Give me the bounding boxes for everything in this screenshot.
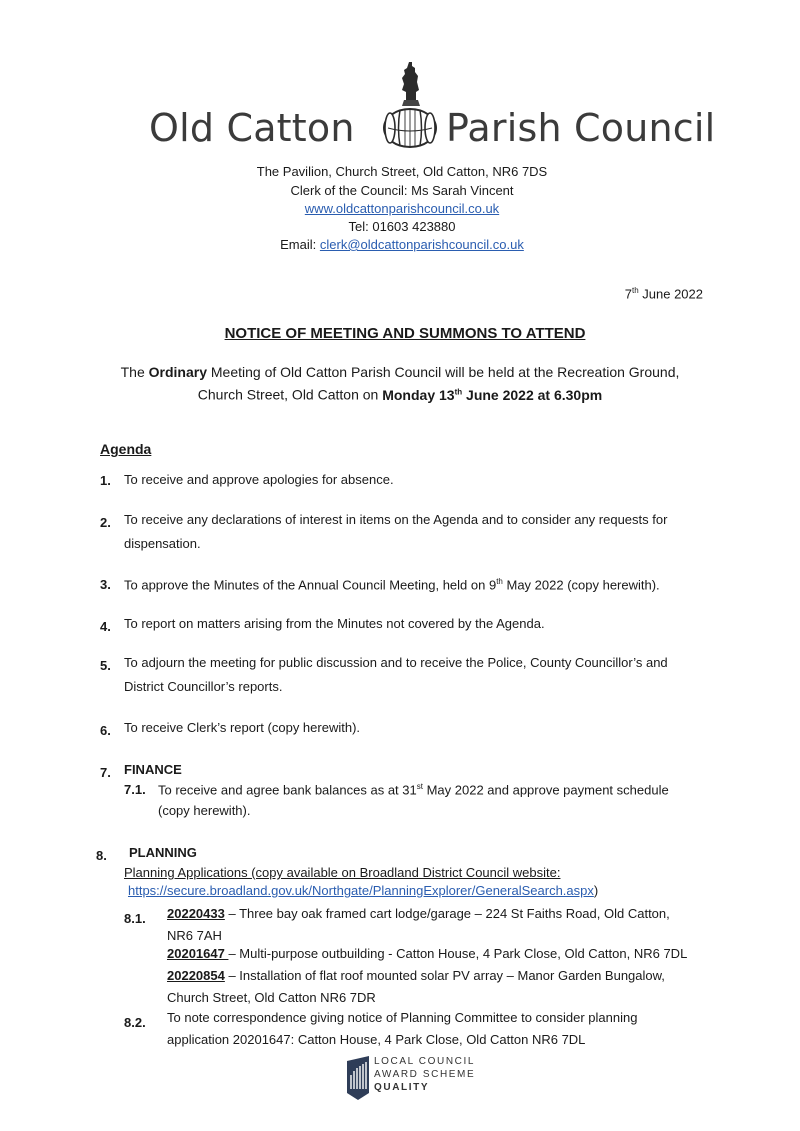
planning-app-1-line-2: NR6 7AH [167, 928, 222, 943]
agenda-item-7-1-line-2: (copy herewith). [158, 803, 251, 818]
agenda-item-6: To receive Clerk’s report (copy herewith). [124, 720, 361, 735]
notice-date: 7th June 2022 [624, 286, 703, 302]
award-scheme-line-2: AWARD SCHEME [374, 1069, 476, 1080]
agenda-item-1: To receive and approve apologies for absence. [124, 472, 394, 487]
planning-app-2: 20201647 – Multi-purpose outbuilding - Catton House, 4 Park Close, Old Catton, NR6 7DL [167, 946, 688, 961]
email-label: Email: [280, 237, 317, 252]
planning-ref: 20201647 [167, 946, 229, 961]
notice-title: NOTICE OF MEETING AND SUMMONS TO ATTEND [224, 325, 586, 342]
agenda-subitem-number: 8.2. [124, 1015, 146, 1030]
planning-app-3-line-1: 20220854 – Installation of flat roof mounted solar PV array – Manor Garden Bungalow, [167, 968, 665, 983]
agenda-item-4: To report on matters arising from the Minutes not covered by the Agenda. [124, 616, 545, 631]
meeting-details-line-1: The Ordinary Meeting of Old Catton Parish Council will be held at the Recreation Ground, [120, 364, 680, 380]
crest-barrel-icon [382, 60, 438, 150]
agenda-item-number: 7. [100, 765, 111, 780]
agenda-item-number: 3. [100, 577, 111, 592]
agenda-item-number: 4. [100, 619, 111, 634]
agenda-item-2-line-1: To receive any declarations of interest in items on the Agenda and to consider any requests for [124, 512, 668, 527]
planning-ref: 20220433 [167, 906, 225, 921]
address: The Pavilion, Church Street, Old Catton, NR6 7DS [256, 164, 548, 179]
planning-ref: 20220854 [167, 968, 225, 983]
telephone: Tel: 01603 423880 [348, 219, 456, 234]
agenda-item-7-1-line-1: To receive and agree bank balances as at 31st May 2022 and approve payment schedule [158, 782, 669, 798]
agenda-item-5-line-2: District Councillor’s reports. [124, 679, 283, 694]
agenda-item-number: 5. [100, 658, 111, 673]
planning-url-line: https://secure.broadland.gov.uk/Northgate/PlanningExplorer/GeneralSearch.aspx) [128, 883, 599, 898]
award-scheme-logo-icon [346, 1055, 370, 1101]
planning-heading: PLANNING [129, 845, 197, 860]
planning-app-3-line-2: Church Street, Old Catton NR6 7DR [167, 990, 376, 1005]
finance-heading: FINANCE [124, 762, 182, 777]
agenda-item-number: 1. [100, 473, 111, 488]
award-scheme-line-1: LOCAL COUNCIL [374, 1056, 476, 1067]
meeting-details-line-2: Church Street, Old Catton on Monday 13th June 2022 at 6.30pm [197, 386, 603, 403]
council-name-left: Old Catton [149, 106, 355, 150]
award-scheme-line-3: QUALITY [374, 1082, 430, 1093]
agenda-item-5-line-1: To adjourn the meeting for public discussion and to receive the Police, County Councillor’s and [124, 655, 668, 670]
planning-applications-intro: Planning Applications (copy available on Broadland District Council website: [124, 865, 561, 880]
agenda-item-number: 8. [96, 848, 107, 863]
planning-explorer-link[interactable]: https://secure.broadland.gov.uk/Northgate/PlanningExplorer/GeneralSearch.aspx [128, 883, 594, 898]
agenda-subitem-number: 7.1. [124, 782, 146, 797]
website-link[interactable]: www.oldcattonparishcouncil.co.uk [304, 201, 500, 216]
council-name-right: Parish Council [446, 106, 716, 150]
agenda-subitem-number: 8.1. [124, 911, 146, 926]
planning-8-2-line-1: To note correspondence giving notice of Planning Committee to consider planning [167, 1010, 638, 1025]
planning-app-1-line-1: 20220433 – Three bay oak framed cart lodge/garage – 224 St Faiths Road, Old Catton, [167, 906, 670, 921]
agenda-item-number: 2. [100, 515, 111, 530]
email-link[interactable]: clerk@oldcattonparishcouncil.co.uk [319, 237, 524, 252]
clerk-name: Clerk of the Council: Ms Sarah Vincent [290, 183, 514, 198]
agenda-item-2-line-2: dispensation. [124, 536, 201, 551]
planning-8-2-line-2: application 20201647: Catton House, 4 Park Close, Old Catton NR6 7DL [167, 1032, 586, 1047]
agenda-item-number: 6. [100, 723, 111, 738]
agenda-item-3: To approve the Minutes of the Annual Council Meeting, held on 9th May 2022 (copy herewith). [124, 577, 660, 593]
agenda-heading: Agenda [100, 441, 152, 457]
